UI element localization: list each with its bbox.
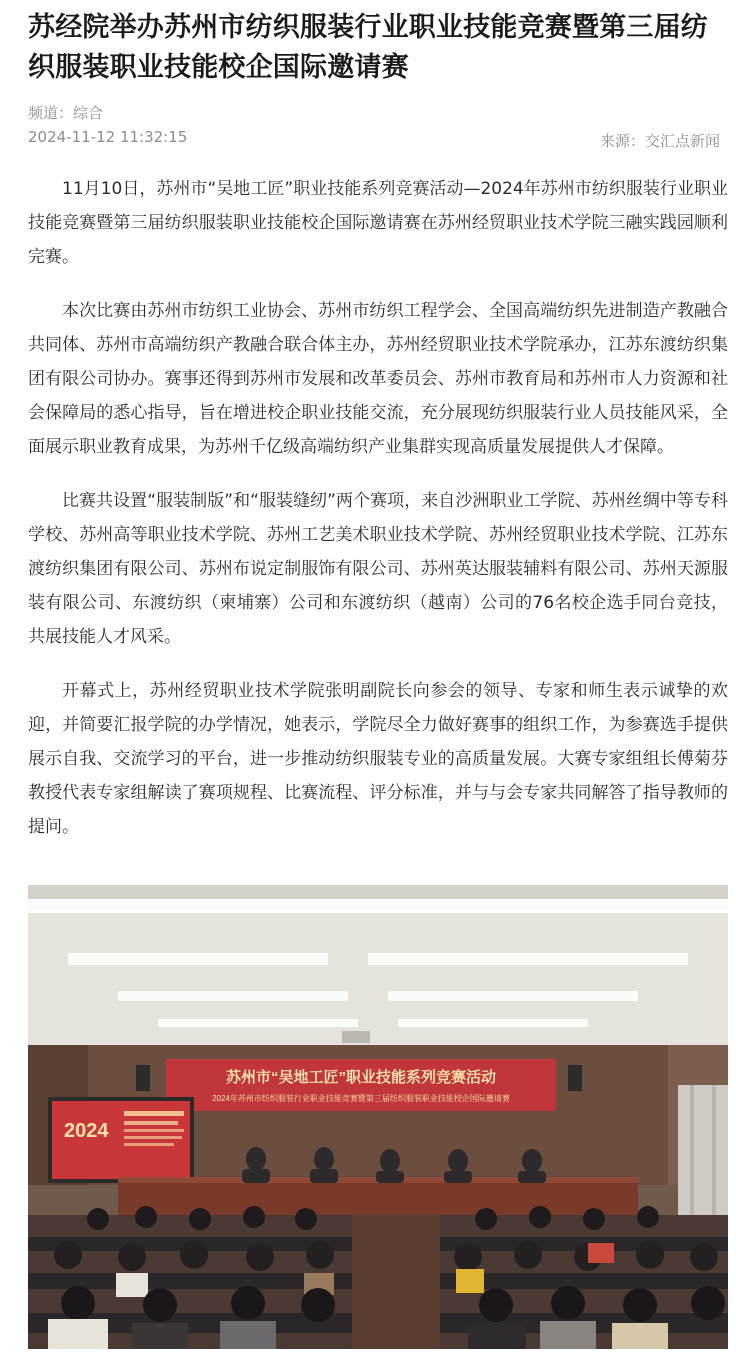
article-body (28, 172, 728, 844)
banner-title: 苏州市“吴地工匠”职业技能系列竞赛活动 (225, 1069, 497, 1086)
paragraph-2: 本次比赛由苏州市纺织工业协会、苏州市纺织工程学会、全国高端纺织先进制造产教融合共同体、苏州市高端纺织产教融合联合体主办，苏州经贸职业技术学院承办，江苏东渡纺织集团有限公司协办。赛事还得到苏州市发展和改革委员会、苏州市教育局和苏州市人力资源和社会保障局的悉心指导，旨在增进校企职业技能交流，充分展现纺织服装行业人员技能风采，全面展示职业教育成果，为苏州千亿级高端纺织产业集群实现高质量发展提供人才保障。 (28, 301, 728, 457)
paragraph-4: 开幕式上，苏州经贸职业技术学院张明副院长向参会的领导、专家和师生表示诚挚的欢迎，并简要汇报学院的办学情况，她表示，学院尽全力做好赛事的组织工作，为参赛选手提供展示自我、交流学习的平台，进一步推动纺织服装专业的高质量发展。大赛专家组组长傅菊芬教授代表专家组解读了赛项规程、比赛流程、评分标准，并与与会专家共同解答了指导教师的提问。 (28, 681, 728, 837)
article-meta (28, 102, 728, 164)
article-title: 苏经院举办苏州市纺织服装行业职业技能竞赛暨第三届纺织服装职业技能校企国际邀请赛 (28, 12, 708, 83)
paragraph-1: 11月10日，苏州市“吴地工匠”职业技能系列竞赛活动—2024年苏州市纺织服装行业职业技能竞赛暨第三届纺织服装职业技能校企国际邀请赛在苏州经贸职业技术学院三融实践园顺利完赛。 (28, 179, 728, 267)
screen-year: 2024 (64, 1120, 109, 1142)
article-photo (28, 885, 728, 1349)
channel-label: 频道：综合 (28, 104, 104, 122)
paragraph-3: 比赛共设置“服装制版”和“服装缝纫”两个赛项，来自沙洲职业工学院、苏州丝绸中等专科学校、苏州高等职业技术学院、苏州工艺美术职业技术学院、苏州经贸职业技术学院、江苏东渡纺织集团有限公司、苏州布说定制服饰有限公司、苏州英达服装辅料有限公司、苏州天源服装有限公司、东渡纺织（柬埔寨）公司和东渡纺织（越南）公司的76名校企选手同台竞技，共展技能人才风采。 (28, 491, 728, 647)
publish-datetime: 2024-11-12 11:32:15 (28, 128, 188, 146)
event-banner (166, 1059, 556, 1111)
source-label: 来源：交汇点新闻 (599, 132, 720, 150)
display-screen (48, 1097, 194, 1183)
banner-subtitle: 2024年苏州市纺织服装行业职业技能竞赛暨第三届纺织服装职业技能校企国际邀请赛 (212, 1094, 510, 1103)
